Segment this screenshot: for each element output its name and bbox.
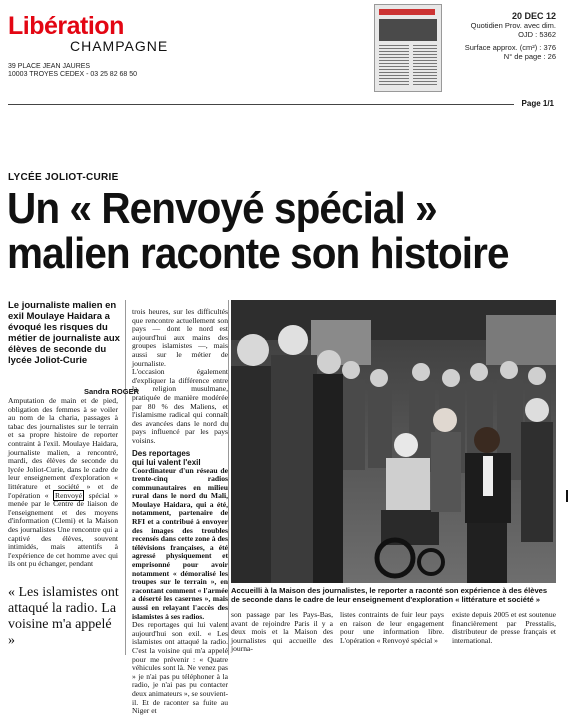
subheading: Des reportages <box>132 448 191 458</box>
meta-line: Surface approx. (cm²) : 376 <box>464 43 556 52</box>
address-line: 10003 TROYES CEDEX - 03 25 82 68 50 <box>8 71 138 78</box>
photo-caption: Accueilli à la Maison des journalistes, le reporter a raconté son expérience à des élèves de seconde dans le cadre de leur enseignement d'exploration « littérature et société » <box>231 586 548 604</box>
body-text: L'occasion également d'expliquer la différence entre la religion musulmane, pratiquée de manière modérée par 80 % des Maliens, et l'islamisme radical qui connaît des avancées dans le nord du pays influencé par les pays voisins. <box>132 367 228 445</box>
publisher-address <box>8 63 137 79</box>
boxed-word: Renvoyé <box>55 490 83 500</box>
page-thumbnail <box>374 4 442 92</box>
body-text: trois heures, sur les difficultés que rencontre actuellement son pays — dont le nord est aujourd'hui aux mains des groupes islamistes —, mais aussi sur le métier de journaliste. <box>132 307 228 368</box>
article-lead: Le journaliste malien en exil Moulaye Haidara a évoqué les risques du métier de journaliste aux élèves de seconde du lycée Joliot-Curie <box>8 300 120 366</box>
body-column-1 <box>8 397 118 569</box>
body-text: Coordinateur d'un réseau de trente-cinq radios communautaires en milieu rural dans le nord du Mali, Moulaye Haidara, qui a été, notamment, partenaire de RFI et a contribué à envoyer des images des troubles recensés dans cette zone à des télévisions françaises, a été agressé physiquement et emprisonné pour avoir notamment « démoralisé les troupes sur le terrain », en racontant comment « l'armée a déserté les casernes », mais aussi en relayant l'accès des islamistes à ses radios. <box>132 465 228 621</box>
publication-date: 20 DEC 12 <box>511 11 556 21</box>
body-text: Amputation de main et de pied, obligation des femmes à se voiler au nom de la charia, passages à tabac des journalistes sur le terrain et sa propre histoire de reporter contraint à l'exil. Moulaye Haidara, journaliste malien, a rencontré, mardi, des élèves de seconde du lycée Joliot-Curie, dans le cadre de leur enseignement d'exploration « littérature et société » et de l'opération « <box>8 396 118 500</box>
subheading: qui lui valent l'exil <box>132 457 201 467</box>
address-line: 39 PLACE JEAN JAURES <box>8 63 91 70</box>
body-column-4: listes contraints de fuir leur pays en raison de leur engagement pour une information libre. L'opération « Renvoyé spécial » <box>340 610 444 645</box>
body-text: Des reportages qui lui valent aujourd'hui son exil. « Les islamistes ont attaqué la radio. C'est la voisine qui m'a appelé pour me prévenir : « Quatre véhicules sont là. Ne venez pas » je n'ai pas pu téléphoner à la radio, je n'ai pas pu contacter deux animateurs », se souvient-il. Et de raconter sa fuite au Niger et <box>132 620 228 716</box>
publication-metadata <box>465 12 556 61</box>
article-kicker: LYCÉE JOLIOT-CURIE <box>8 172 119 183</box>
divider <box>8 104 514 105</box>
body-column-2 <box>132 308 228 716</box>
meta-line: Quotidien Prov. avec dim. <box>470 21 556 30</box>
article-photo <box>231 300 556 583</box>
meta-line: N° de page : 26 <box>503 52 556 61</box>
byline: Sandra ROGER <box>84 387 140 396</box>
article-headline <box>7 186 515 276</box>
headline-line: malien raconte son histoire <box>7 229 509 278</box>
body-column-5: existe depuis 2005 et est soutenue financièrement par Presstalis, distributeur de presse français et international. <box>452 610 556 645</box>
headline-line: Un « Renvoyé spécial » <box>7 184 437 233</box>
masthead-logo <box>8 14 168 54</box>
page-number: Page 1/1 <box>521 99 554 108</box>
column-divider <box>228 300 229 655</box>
group-photo-illustration <box>231 300 556 583</box>
body-text: spécial » menée par le Centre de liaison de l'enseignement et des moyens d'information (Clemi) et la Maison des journalistes Une rencontre qui a captivé des élèves, souvent intimidés, mais attentifs à l'expérience de cet homme avec qui ils ont pu échanger, pendant <box>8 490 119 569</box>
brand-name: Libération <box>8 12 124 40</box>
pull-quote: « Les islamistes ont attaqué la radio. La voisine m'a appelé » <box>8 585 119 648</box>
edition-name: CHAMPAGNE <box>70 38 169 54</box>
body-column-3: son passage par les Pays-Bas, avant de rejoindre Paris il y a deux mois et la Maison des journalistes qui accueille des journa- <box>231 610 333 654</box>
edge-mark <box>566 490 568 502</box>
meta-line: OJD : 5362 <box>518 30 556 39</box>
